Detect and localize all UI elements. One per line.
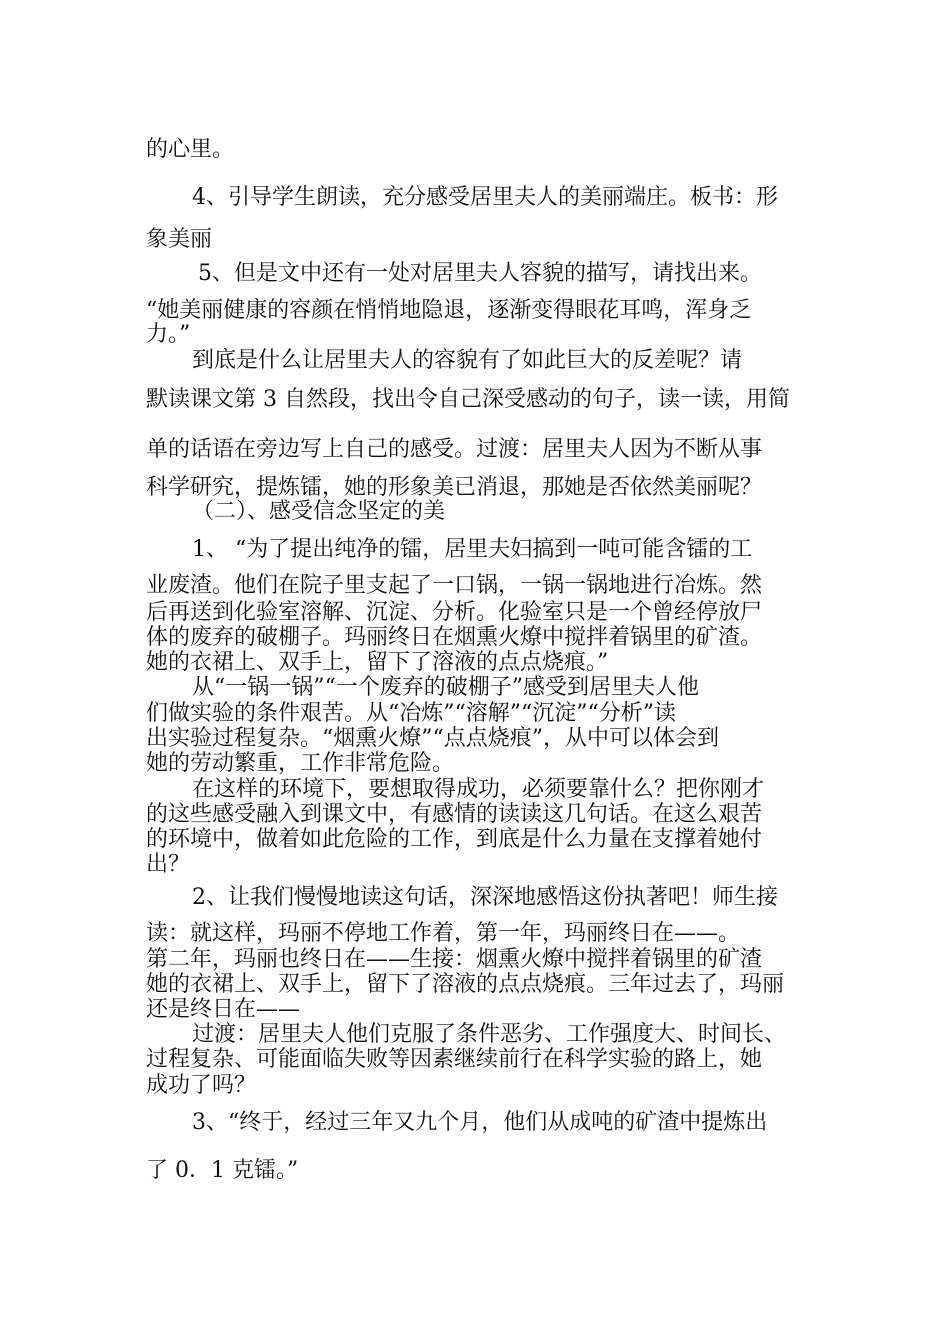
- text-line: 她的衣裙上、双手上，留下了溶液的点点烧痕。”: [146, 650, 609, 675]
- text-line: 们做实验的条件艰苦。从“冶炼”“溶解”“沉淀”“分析”读: [146, 701, 676, 726]
- text-line: 还是终日在——: [146, 997, 301, 1022]
- text-line: 后再送到化验室溶解、沉淀、分析。化验室只是一个曾经停放尸: [146, 600, 763, 625]
- text-line: 了 0．1 克镭。”: [146, 1158, 299, 1183]
- text-line: 读：就这样，玛丽不停地工作着，第一年，玛丽终日在——。: [146, 921, 741, 946]
- text-line: 的心里。: [146, 137, 235, 162]
- text-line: 象美丽: [146, 227, 213, 252]
- section-heading: （二）、感受信念坚定的美: [192, 499, 446, 524]
- text-line: 5、但是文中还有一处对居里夫人容貌的描写，请找出来。: [198, 261, 762, 286]
- text-line: 科学研究，提炼镭，她的形象美已消退，那她是否依然美丽呢？: [146, 475, 763, 500]
- text-line: 过渡：居里夫人他们克服了条件恶劣、工作强度大、时间长、: [192, 1022, 787, 1047]
- text-line: 3、“终于，经过三年又九个月，他们从成吨的矿渣中提炼出: [192, 1110, 768, 1135]
- text-line: 力。”: [146, 322, 191, 347]
- text-line: 从“一锅一锅”“一个废弃的破棚子”感受到居里夫人他: [192, 675, 699, 700]
- text-line: 成功了吗？: [146, 1073, 257, 1098]
- text-line: 过程复杂、可能面临失败等因素继续前行在科学实验的路上，她: [146, 1047, 763, 1072]
- text-line: 的环境中，做着如此危险的工作，到底是什么力量在支撑着她付: [146, 827, 763, 852]
- text-line: 单的话语在旁边写上自己的感受。过渡：居里夫人因为不断从事: [146, 437, 763, 462]
- text-line: 第二年，玛丽也终日在——生接：烟熏火燎中搅拌着锅里的矿渣: [146, 947, 763, 972]
- text-line: 到底是什么让居里夫人的容貌有了如此巨大的反差呢？请: [192, 348, 743, 373]
- text-line: 业废渣。他们在院子里支起了一口锅，一锅一锅地进行冶炼。然: [146, 573, 763, 598]
- text-line: 4、引导学生朗读，充分感受居里夫人的美丽端庄。板书：形: [192, 185, 778, 210]
- text-line: “她美丽健康的容颜在悄悄地隐退，逐渐变得眼花耳鸣，浑身乏: [146, 298, 752, 323]
- text-line: 默读课文第 3 自然段，找出令自己深受感动的句子，读一读，用简: [146, 387, 790, 412]
- text-line: 她的衣裙上、双手上，留下了溶液的点点烧痕。三年过去了，玛丽: [146, 972, 785, 997]
- text-line: 2、让我们慢慢地读这句话，深深地感悟这份执著吧！师生接: [192, 885, 778, 910]
- text-line: 体的废弃的破棚子。玛丽终日在烟熏火燎中搅拌着锅里的矿渣。: [146, 625, 763, 650]
- text-line: 出？: [146, 852, 191, 877]
- text-line: 出实验过程复杂。“烟熏火燎”“点点烧痕”，从中可以体会到: [146, 726, 719, 751]
- text-line: 在这样的环境下，要想取得成功，必须要靠什么？把你刚才: [192, 777, 765, 802]
- text-line: 1、 “为了提出纯净的镭，居里夫妇搞到一吨可能含镭的工: [192, 537, 753, 562]
- text-line: 她的劳动繁重，工作非常危险。: [146, 751, 455, 776]
- text-line: 的这些感受融入到课文中，有感情的读读这几句话。在这么艰苦: [146, 802, 763, 827]
